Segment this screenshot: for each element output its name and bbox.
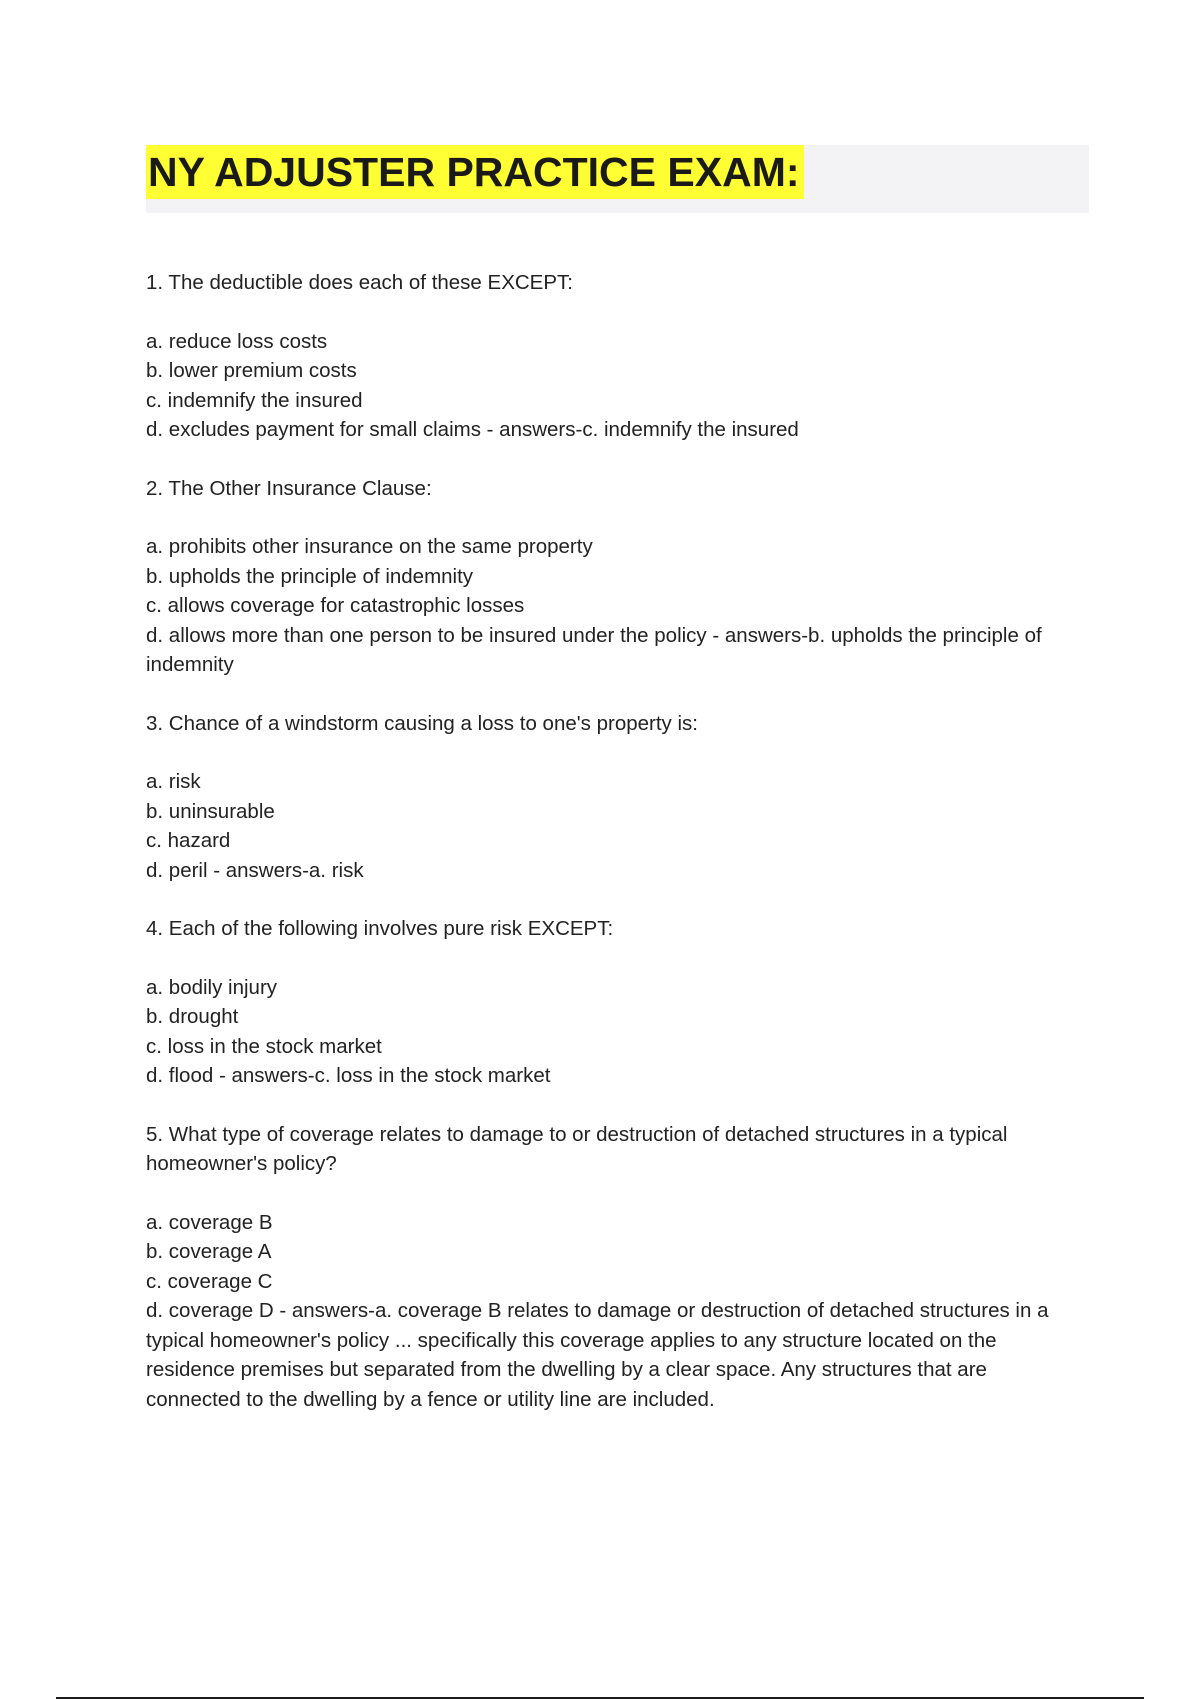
question-2 (146, 474, 1086, 680)
answer-option: a. bodily injury (146, 975, 278, 999)
answer-option: d. flood - answers-c. loss in the stock market (146, 1064, 551, 1087)
answer-option: c. coverage C (146, 1269, 273, 1293)
answer-option: a. risk (146, 770, 201, 793)
question-3 (146, 709, 1086, 886)
question-text: 5. What type of coverage relates to damage to or destruction of detached structures in a typical homeowner's policy? (146, 1122, 1008, 1175)
page-bottom-rule (56, 1697, 1144, 1699)
answer-option: b. uninsurable (146, 799, 275, 823)
question-1 (146, 268, 1086, 445)
question-text: 1. The deductible does each of these EXCEPT: (146, 271, 573, 294)
answer-option: a. reduce loss costs (146, 329, 328, 353)
answer-option: b. coverage A (146, 1240, 272, 1263)
answer-option: b. lower premium costs (146, 359, 357, 382)
exam-content (146, 268, 1086, 1443)
question-4 (146, 914, 1086, 1091)
answer-option: d. coverage D - answers-a. coverage B relates to damage or destruction of detached structures in a typical homeowner's policy ... specifically this coverage applies to any structure located on the residence premises but separated from the dwelling by a clear space. Any structures that are connected to the dwelling by a fence or utility line are included. (146, 1299, 1049, 1411)
question-text: 4. Each of the following involves pure risk EXCEPT: (146, 917, 614, 940)
answer-option: b. drought (146, 1005, 239, 1028)
question-text: 2. The Other Insurance Clause: (146, 476, 432, 500)
answer-option: c. allows coverage for catastrophic losses (146, 594, 525, 617)
question-5 (146, 1120, 1086, 1415)
answer-option: b. upholds the principle of indemnity (146, 564, 474, 588)
question-text: 3. Chance of a windstorm causing a loss to one's property is: (146, 711, 698, 735)
answer-option: c. hazard (146, 829, 231, 852)
answer-option: d. peril - answers-a. risk (146, 858, 364, 882)
answer-option: c. loss in the stock market (146, 1034, 382, 1058)
answer-option: c. indemnify the insured (146, 388, 363, 412)
answer-option: a. coverage B (146, 1210, 273, 1234)
page-title: NY ADJUSTER PRACTICE EXAM: (146, 145, 804, 199)
answer-option: d. excludes payment for small claims - answers-c. indemnify the insured (146, 418, 799, 441)
answer-option: a. prohibits other insurance on the same property (146, 535, 593, 558)
answer-option: d. allows more than one person to be insured under the policy - answers-b. upholds the principle of indemnity (146, 623, 1042, 676)
